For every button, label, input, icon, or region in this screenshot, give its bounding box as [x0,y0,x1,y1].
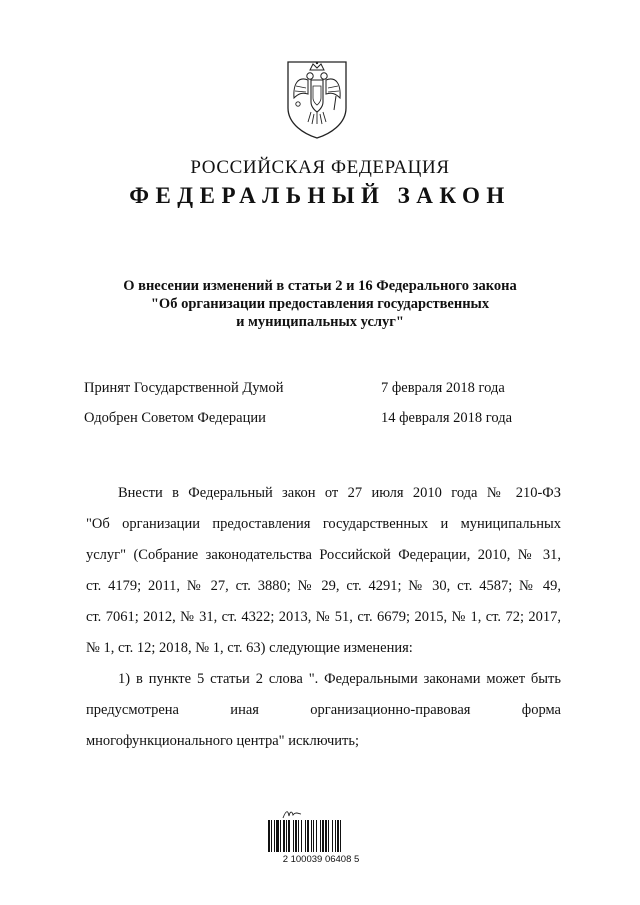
law-title-line: О внесении изменений в статьи 2 и 16 Федерального закона [123,278,517,294]
barcode-bar [340,820,341,852]
body-line: ст. 4179; 2011, № 27, ст. 3880; № 29, ст. 4291; № 30, ст. 4587; № 49, [86,578,561,594]
barcode-bar [311,820,312,852]
barcode-bar [295,820,297,852]
council-approval-label: Одобрен Советом Федерации [84,410,266,426]
body-line: многофункционального центра" исключить; [86,733,360,749]
body-line: услуг" (Собрание законодательства Российской Федерации, 2010, № 31, [86,547,561,563]
barcode-bar [313,820,314,852]
document-barcode [266,808,376,868]
barcode-bar [307,820,309,852]
barcode-icon [266,820,376,852]
barcode-bar [293,820,294,852]
duma-adoption-label: Принят Государственной Думой [84,380,284,396]
russian-coat-of-arms-icon [284,58,350,140]
barcode-bar [274,820,275,852]
barcode-bar [337,820,339,852]
body-line: 1) в пункте 5 статьи 2 слова ". Федеральными законами может быть [118,671,561,687]
barcode-bar [288,820,290,852]
barcode-bar [322,820,324,852]
barcode-bar [298,820,299,852]
barcode-bar [283,820,285,852]
barcode-bar [301,820,302,852]
barcode-bar [280,820,281,852]
law-title-line: "Об организации предоставления государственных [150,296,490,312]
law-title-line: и муниципальных услуг" [236,314,404,330]
body-line: предусмотрена иная организационно-правовая форма [86,702,561,718]
barcode-bar [328,820,329,852]
barcode-bar [271,820,272,852]
law-title [70,277,570,331]
handwritten-signature-icon [282,808,302,820]
duma-adoption-date: 7 февраля 2018 года [381,380,505,396]
barcode-bar [320,820,321,852]
council-approval-date: 14 февраля 2018 года [381,410,513,426]
body-line: Внести в Федеральный закон от 27 июля 2010 года № 210-ФЗ [118,485,561,501]
body-line: ст. 7061; 2012, № 31, ст. 4322; 2013, № 51, ст. 6679; 2015, № 1, ст. 72; 2017, [86,609,561,625]
barcode-bar [268,820,270,852]
barcode-bar [335,820,336,852]
barcode-bar [332,820,333,852]
document-type-heading: ФЕДЕРАЛЬНЫЙ ЗАКОН [129,183,511,208]
barcode-bar [305,820,306,852]
barcode-bar [316,820,317,852]
barcode-bar [325,820,327,852]
barcode-bar [286,820,287,852]
body-line: № 1, ст. 12; 2018, № 1, ст. 63) следующие изменения: [86,640,413,656]
barcode-number: 2 100039 06408 5 [282,854,360,865]
country-heading: РОССИЙСКАЯ ФЕДЕРАЦИЯ [190,157,450,178]
barcode-bar [276,820,279,852]
body-line: "Об организации предоставления государственных и муниципальных [86,516,561,532]
